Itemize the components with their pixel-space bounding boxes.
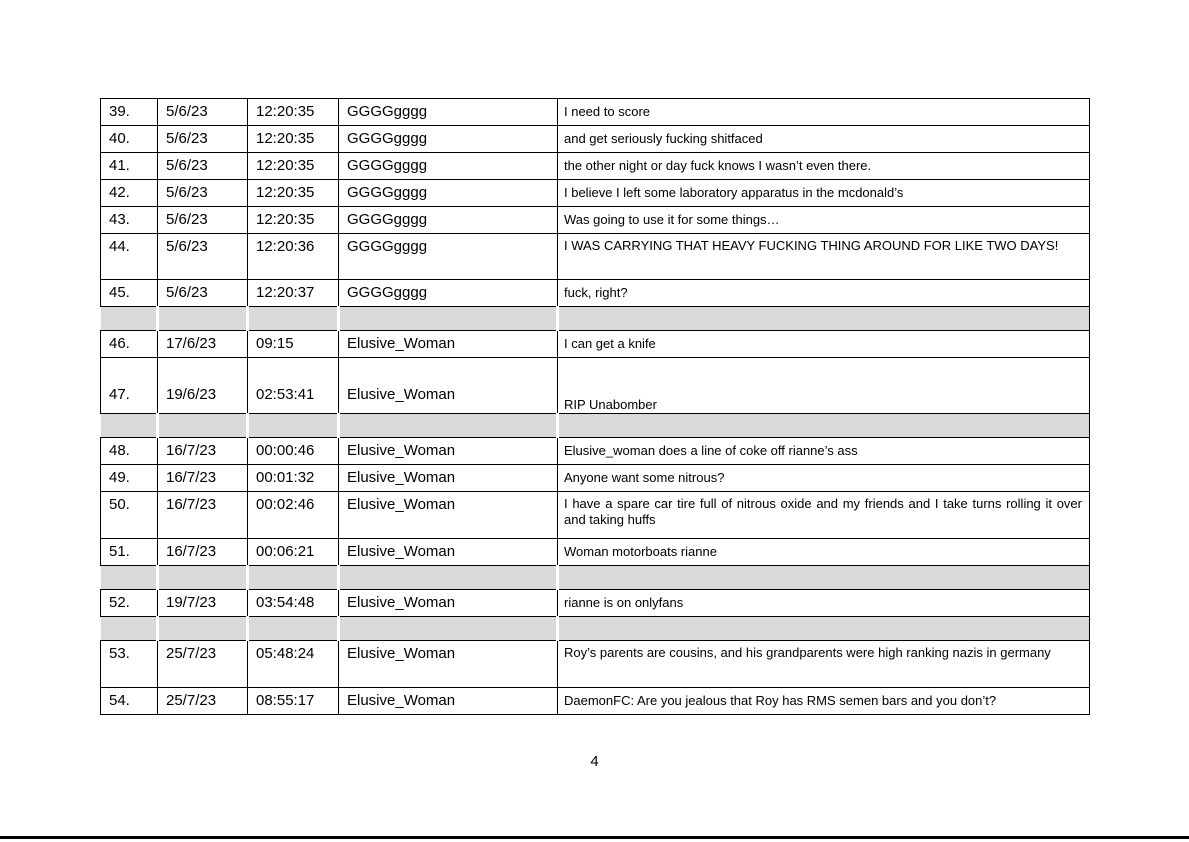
table-row bbox=[101, 331, 1090, 358]
table-row bbox=[101, 590, 1090, 617]
username-cell: Elusive_Woman bbox=[339, 438, 558, 465]
separator-cell bbox=[158, 414, 248, 438]
message-cell: fuck, right? bbox=[558, 280, 1090, 307]
username-cell: Elusive_Woman bbox=[339, 331, 558, 358]
table-row bbox=[101, 180, 1090, 207]
time-cell: 08:55:17 bbox=[248, 688, 339, 715]
table-row bbox=[101, 641, 1090, 688]
separator-cell bbox=[339, 566, 558, 590]
separator-cell bbox=[558, 307, 1090, 331]
message-cell: Was going to use it for some things… bbox=[558, 207, 1090, 234]
separator-cell bbox=[558, 617, 1090, 641]
time-cell: 12:20:37 bbox=[248, 280, 339, 307]
separator-row bbox=[101, 566, 1090, 590]
page-break-line bbox=[0, 836, 1189, 839]
table-row bbox=[101, 539, 1090, 566]
date-cell: 19/7/23 bbox=[158, 590, 248, 617]
message-cell: I can get a knife bbox=[558, 331, 1090, 358]
username-cell: GGGGgggg bbox=[339, 153, 558, 180]
date-cell: 25/7/23 bbox=[158, 688, 248, 715]
table-row bbox=[101, 234, 1090, 280]
separator-cell bbox=[158, 566, 248, 590]
time-cell: 09:15 bbox=[248, 331, 339, 358]
date-cell: 5/6/23 bbox=[158, 234, 248, 280]
table-row bbox=[101, 153, 1090, 180]
separator-cell bbox=[101, 307, 158, 331]
time-cell: 12:20:35 bbox=[248, 126, 339, 153]
separator-cell bbox=[158, 617, 248, 641]
separator-cell bbox=[339, 414, 558, 438]
date-cell: 5/6/23 bbox=[158, 280, 248, 307]
username-cell: GGGGgggg bbox=[339, 280, 558, 307]
time-cell: 00:02:46 bbox=[248, 492, 339, 539]
row-number-cell: 43. bbox=[101, 207, 158, 234]
separator-cell bbox=[248, 566, 339, 590]
row-number-cell: 53. bbox=[101, 641, 158, 688]
time-cell: 12:20:36 bbox=[248, 234, 339, 280]
date-cell: 16/7/23 bbox=[158, 465, 248, 492]
date-cell: 5/6/23 bbox=[158, 207, 248, 234]
date-cell: 16/7/23 bbox=[158, 492, 248, 539]
time-cell: 12:20:35 bbox=[248, 180, 339, 207]
row-number-cell: 51. bbox=[101, 539, 158, 566]
message-cell: I WAS CARRYING THAT HEAVY FUCKING THING AROUND FOR LIKE TWO DAYS! bbox=[558, 234, 1090, 280]
table-row bbox=[101, 99, 1090, 126]
table-row bbox=[101, 688, 1090, 715]
row-number-cell: 44. bbox=[101, 234, 158, 280]
row-number-cell: 52. bbox=[101, 590, 158, 617]
message-cell: I need to score bbox=[558, 99, 1090, 126]
separator-cell bbox=[101, 566, 158, 590]
message-cell: rianne is on onlyfans bbox=[558, 590, 1090, 617]
username-cell: GGGGgggg bbox=[339, 180, 558, 207]
date-cell: 16/7/23 bbox=[158, 438, 248, 465]
username-cell: Elusive_Woman bbox=[339, 358, 558, 414]
chat-log-table bbox=[100, 98, 1090, 715]
message-cell: I have a spare car tire full of nitrous oxide and my friends and I take turns rolling it over and taking huffs bbox=[558, 492, 1090, 539]
message-cell: Anyone want some nitrous? bbox=[558, 465, 1090, 492]
date-cell: 19/6/23 bbox=[158, 358, 248, 414]
row-number-cell: 49. bbox=[101, 465, 158, 492]
username-cell: Elusive_Woman bbox=[339, 492, 558, 539]
time-cell: 03:54:48 bbox=[248, 590, 339, 617]
separator-cell bbox=[339, 617, 558, 641]
date-cell: 16/7/23 bbox=[158, 539, 248, 566]
message-cell: Woman motorboats rianne bbox=[558, 539, 1090, 566]
table-row bbox=[101, 207, 1090, 234]
separator-row bbox=[101, 617, 1090, 641]
table-row bbox=[101, 438, 1090, 465]
username-cell: GGGGgggg bbox=[339, 234, 558, 280]
time-cell: 02:53:41 bbox=[248, 358, 339, 414]
table-row bbox=[101, 280, 1090, 307]
separator-cell bbox=[101, 617, 158, 641]
separator-cell bbox=[339, 307, 558, 331]
row-number-cell: 47. bbox=[101, 358, 158, 414]
separator-cell bbox=[248, 307, 339, 331]
time-cell: 05:48:24 bbox=[248, 641, 339, 688]
message-cell: Elusive_woman does a line of coke off rianne’s ass bbox=[558, 438, 1090, 465]
message-cell: and get seriously fucking shitfaced bbox=[558, 126, 1090, 153]
separator-cell bbox=[248, 414, 339, 438]
separator-cell bbox=[558, 566, 1090, 590]
row-number-cell: 54. bbox=[101, 688, 158, 715]
table-row bbox=[101, 126, 1090, 153]
separator-cell bbox=[101, 414, 158, 438]
row-number-cell: 45. bbox=[101, 280, 158, 307]
row-number-cell: 41. bbox=[101, 153, 158, 180]
date-cell: 17/6/23 bbox=[158, 331, 248, 358]
username-cell: Elusive_Woman bbox=[339, 539, 558, 566]
username-cell: GGGGgggg bbox=[339, 99, 558, 126]
table-row bbox=[101, 492, 1090, 539]
row-number-cell: 42. bbox=[101, 180, 158, 207]
separator-row bbox=[101, 307, 1090, 331]
message-cell: I believe I left some laboratory apparatus in the mcdonald’s bbox=[558, 180, 1090, 207]
row-number-cell: 39. bbox=[101, 99, 158, 126]
separator-row bbox=[101, 414, 1090, 438]
date-cell: 5/6/23 bbox=[158, 99, 248, 126]
page-number: 4 bbox=[590, 753, 599, 770]
row-number-cell: 50. bbox=[101, 492, 158, 539]
message-cell: Roy’s parents are cousins, and his grandparents were high ranking nazis in germany bbox=[558, 641, 1090, 688]
time-cell: 12:20:35 bbox=[248, 99, 339, 126]
date-cell: 25/7/23 bbox=[158, 641, 248, 688]
username-cell: Elusive_Woman bbox=[339, 688, 558, 715]
username-cell: Elusive_Woman bbox=[339, 641, 558, 688]
separator-cell bbox=[248, 617, 339, 641]
date-cell: 5/6/23 bbox=[158, 153, 248, 180]
row-number-cell: 46. bbox=[101, 331, 158, 358]
separator-cell bbox=[158, 307, 248, 331]
username-cell: GGGGgggg bbox=[339, 126, 558, 153]
table-row bbox=[101, 358, 1090, 414]
table-row bbox=[101, 465, 1090, 492]
date-cell: 5/6/23 bbox=[158, 126, 248, 153]
message-cell: DaemonFC: Are you jealous that Roy has RMS semen bars and you don’t? bbox=[558, 688, 1090, 715]
date-cell: 5/6/23 bbox=[158, 180, 248, 207]
time-cell: 12:20:35 bbox=[248, 153, 339, 180]
time-cell: 00:06:21 bbox=[248, 539, 339, 566]
time-cell: 12:20:35 bbox=[248, 207, 339, 234]
username-cell: Elusive_Woman bbox=[339, 590, 558, 617]
separator-cell bbox=[558, 414, 1090, 438]
row-number-cell: 48. bbox=[101, 438, 158, 465]
time-cell: 00:01:32 bbox=[248, 465, 339, 492]
username-cell: Elusive_Woman bbox=[339, 465, 558, 492]
username-cell: GGGGgggg bbox=[339, 207, 558, 234]
time-cell: 00:00:46 bbox=[248, 438, 339, 465]
message-cell: RIP Unabomber bbox=[558, 358, 1090, 414]
message-cell: the other night or day fuck knows I wasn’t even there. bbox=[558, 153, 1090, 180]
row-number-cell: 40. bbox=[101, 126, 158, 153]
